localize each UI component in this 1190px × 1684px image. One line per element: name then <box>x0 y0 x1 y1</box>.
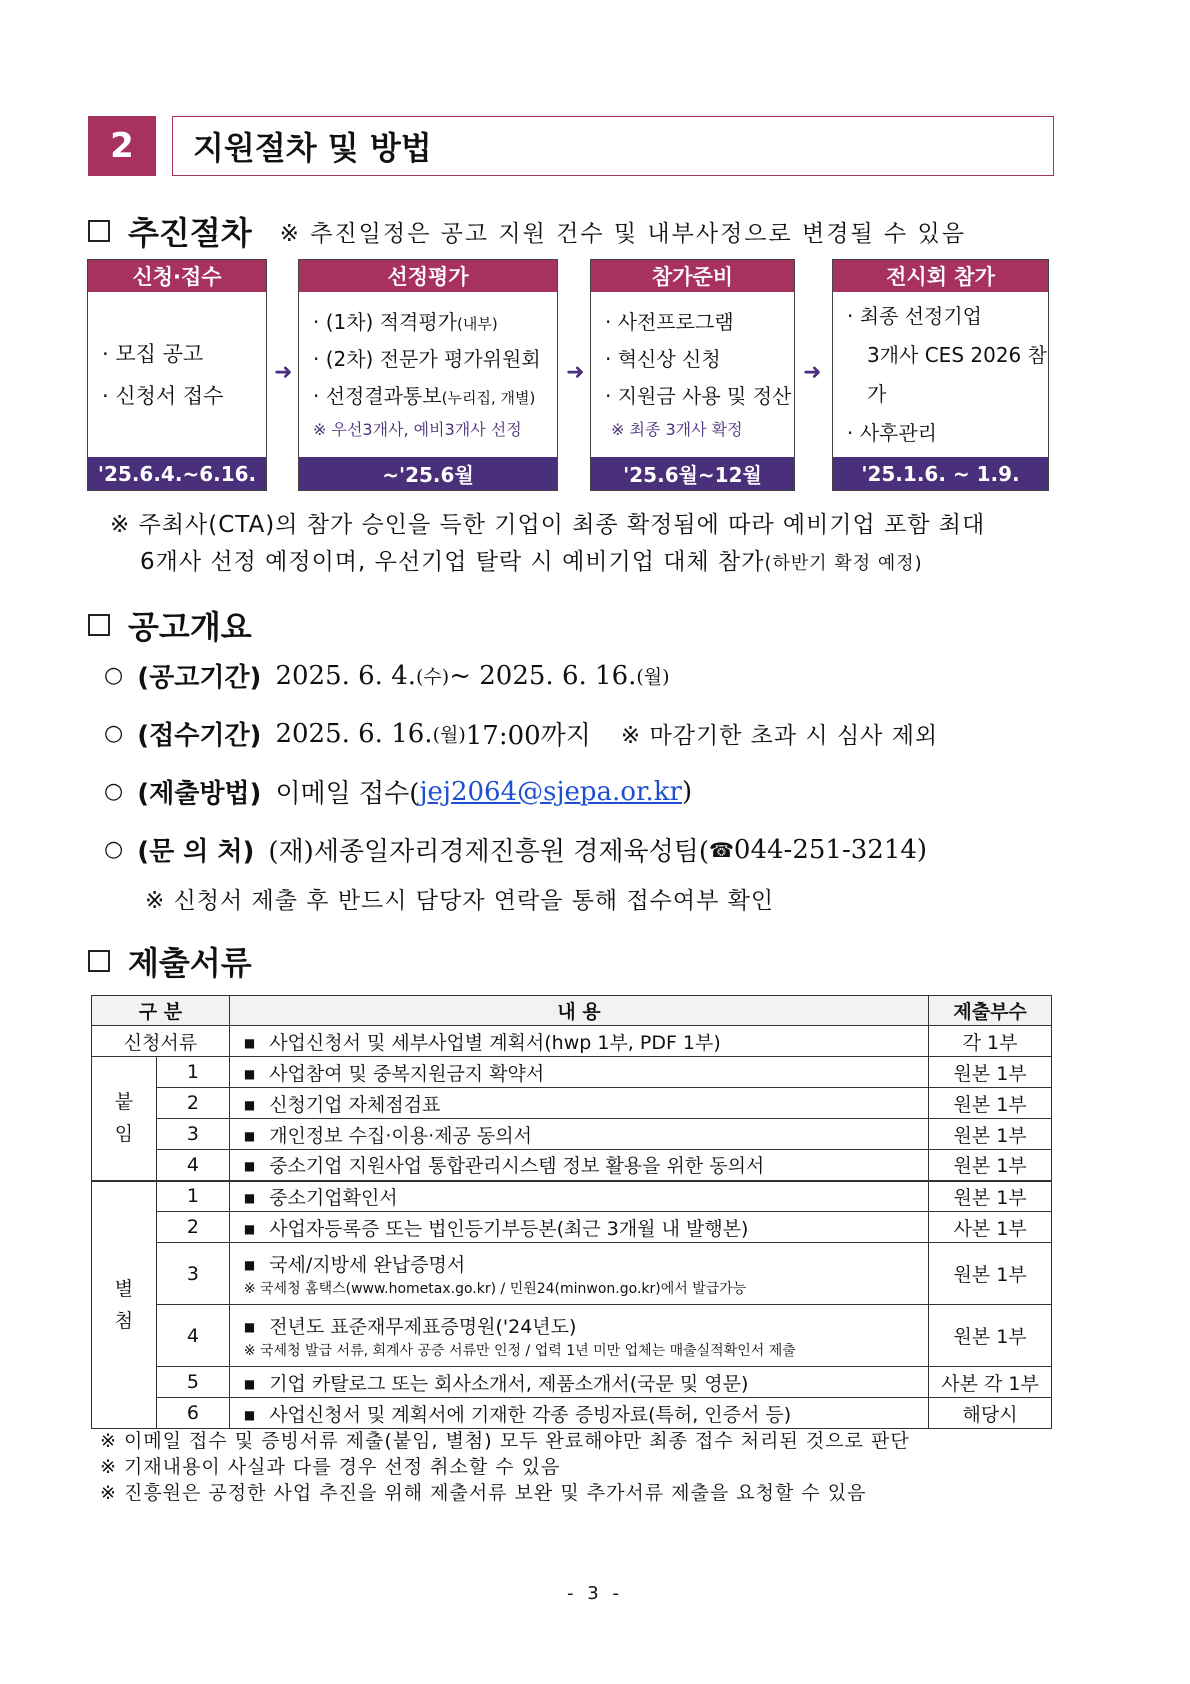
checkbox-square-icon <box>88 950 110 972</box>
square-bullet-icon: ■ <box>243 1190 256 1205</box>
step-exhibition <box>832 259 1049 491</box>
step-evaluation <box>298 259 558 491</box>
square-bullet-icon: ■ <box>243 1097 256 1112</box>
square-bullet-icon: ■ <box>243 1066 256 1081</box>
procedure-note: ※ 추진일정은 공고 지원 건수 및 내부사정으로 변경될 수 있음 <box>279 220 966 247</box>
procedure-heading-text: 추진절차 <box>128 214 252 252</box>
section-number: 2 <box>88 116 156 176</box>
contact-note: ※ 신청서 제출 후 반드시 담당자 연락을 통해 접수여부 확인 <box>145 888 775 914</box>
step-title: 전시회 참가 <box>833 260 1048 292</box>
square-bullet-icon: ■ <box>243 1257 256 1272</box>
table-row: 6 ■ 사업신청서 및 계획서에 기재한 각종 증빙자료(특허, 인증서 등) 해당시 <box>92 1398 1052 1429</box>
table-row: 신청서류 ■ 사업신청서 및 세부사업별 계획서(hwp 1부, PDF 1부) 각 1부 <box>92 1026 1052 1057</box>
table-row: 3 ■ 개인정보 수집·이용·제공 동의서 원본 1부 <box>92 1119 1052 1150</box>
group-attached: 붙 임 <box>92 1057 157 1181</box>
documents-heading-text: 제출서류 <box>128 944 252 982</box>
email-link[interactable]: jej2064@sjepa.or.kr <box>419 776 682 807</box>
circle-bullet-icon: ○ <box>104 663 124 688</box>
circle-bullet-icon: ○ <box>104 837 124 862</box>
step-period: '25.6.4.~6.16. <box>88 457 266 490</box>
step-period: '25.6월~12월 <box>591 457 794 490</box>
table-row: 5 ■ 기업 카탈로그 또는 회사소개서, 제품소개서(국문 및 영문) 사본 각 1부 <box>92 1367 1052 1398</box>
square-bullet-icon: ■ <box>243 1035 256 1050</box>
phone-icon: ☎ <box>708 837 734 862</box>
header-copies: 제출부수 <box>929 996 1052 1026</box>
group-separate: 별 첨 <box>92 1181 157 1429</box>
step-line: · 모집 공고 <box>102 341 204 366</box>
documents-heading <box>88 938 252 984</box>
arrow-right-icon: ➜ <box>274 360 293 385</box>
cell-note: ※ 국세청 홈택스(www.hometax.go.kr) / 민원24(minwon.go.kr)에서 발급가능 <box>243 1280 747 1297</box>
step-line: · (2차) 전문가 평가위원회 <box>313 347 541 372</box>
step-line: · 사후관리 <box>847 420 937 445</box>
step-note: ※ 우선3개사, 예비3개사 선정 <box>313 420 522 440</box>
overview-method: ○ (제출방법) 이메일 접수( jej2064@sjepa.or.kr ) <box>104 776 693 809</box>
step-line: · 지원금 사용 및 정산 <box>605 384 792 409</box>
section-title: 지원절차 및 방법 <box>172 116 1054 176</box>
circle-bullet-icon: ○ <box>104 779 124 804</box>
page-number: - 3 - <box>567 1583 623 1604</box>
note-line: ※ 진흥원은 공정한 사업 추진을 위해 제출서류 보완 및 추가서류 제출을 요청할 수 있음 <box>100 1482 867 1504</box>
procedure-footnote-2: 6개사 선정 예정이며, 우선기업 탈락 시 예비기업 대체 참가(하반기 확정 예정) <box>140 549 923 575</box>
step-line: · 사전프로그램 <box>605 310 734 335</box>
arrow-right-icon: ➜ <box>803 360 822 385</box>
square-bullet-icon: ■ <box>243 1159 256 1174</box>
square-bullet-icon: ■ <box>243 1319 256 1334</box>
step-line: · 신청서 접수 <box>102 383 224 408</box>
table-row: 4 ■ 중소기업 지원사업 통합관리시스템 정보 활용을 위한 동의서 원본 1부 <box>92 1150 1052 1181</box>
documents-table <box>91 995 1052 1429</box>
circle-bullet-icon: ○ <box>104 721 124 746</box>
checkbox-square-icon <box>88 220 110 242</box>
step-line: 3개사 CES 2026 참가 <box>867 342 1047 406</box>
step-preparation <box>590 259 795 491</box>
overview-heading-text: 공고개요 <box>128 608 252 646</box>
overview-receipt: ○ (접수기간) 2025. 6. 16. (월) 17:00까지 ※ 마감기한 초과 시 심사 제외 <box>104 718 939 751</box>
step-line: · 최종 선정기업 <box>847 303 982 328</box>
overview-period: ○ (공고기간) 2025. 6. 4. (수) ~ 2025. 6. 16. (월) <box>104 660 670 693</box>
step-period: ~'25.6월 <box>299 457 557 490</box>
table-header-row <box>92 996 1052 1026</box>
step-application <box>87 259 267 491</box>
cell-note: ※ 국세청 발급 서류, 회계사 공증 서류만 인정 / 업력 1년 미만 업체는 매출실적확인서 제출 <box>243 1342 796 1359</box>
step-title: 신청·접수 <box>88 260 266 292</box>
square-bullet-icon: ■ <box>243 1376 256 1391</box>
table-row: 4 ■ 전년도 표준재무제표증명원('24년도) ※ 국세청 발급 서류, 회계사 공증 서류만 인정 / 업력 1년 미만 업체는 매출실적확인서 제출 원본 1부 <box>92 1305 1052 1367</box>
header-content: 내 용 <box>229 996 928 1026</box>
header-category: 구 분 <box>92 996 230 1026</box>
table-row: 2 ■ 신청기업 자체점검표 원본 1부 <box>92 1088 1052 1119</box>
step-title: 참가준비 <box>591 260 794 292</box>
note-line: ※ 기재내용이 사실과 다를 경우 선정 취소할 수 있음 <box>100 1456 561 1478</box>
square-bullet-icon: ■ <box>243 1407 256 1422</box>
overview-contact: ○ (문 의 처) (재)세종일자리경제진흥원 경제육성팀( ☎ 044-251-3214) <box>104 834 928 867</box>
step-line: · 선정결과통보(누리집, 개별) <box>313 384 536 409</box>
arrow-right-icon: ➜ <box>566 360 585 385</box>
procedure-footnote-1: ※ 주최사(CTA)의 참가 승인을 득한 기업이 최종 확정됨에 따라 예비기업 포함 최대 <box>110 512 986 538</box>
note-line: ※ 이메일 접수 및 증빙서류 제출(붙임, 별첨) 모두 완료해야만 최종 접수 처리된 것으로 판단 <box>100 1430 910 1452</box>
table-row: 붙 임 1 ■ 사업참여 및 중복지원금지 확약서 원본 1부 <box>92 1057 1052 1088</box>
step-period: '25.1.6. ~ 1.9. <box>833 457 1048 490</box>
procedure-heading <box>88 208 966 254</box>
table-row: 2 ■ 사업자등록증 또는 법인등기부등본(최근 3개월 내 발행본) 사본 1부 <box>92 1212 1052 1243</box>
square-bullet-icon: ■ <box>243 1221 256 1236</box>
square-bullet-icon: ■ <box>243 1128 256 1143</box>
overview-heading <box>88 602 252 648</box>
step-note: ※ 최종 3개사 확정 <box>611 420 743 440</box>
table-row: 3 ■ 국세/지방세 완납증명서 ※ 국세청 홈택스(www.hometax.go.kr) / 민원24(minwon.go.kr)에서 발급가능 원본 1부 <box>92 1243 1052 1305</box>
step-line: · 혁신상 신청 <box>605 347 721 372</box>
table-row: 별 첨 1 ■ 중소기업확인서 원본 1부 <box>92 1181 1052 1212</box>
step-title: 선정평가 <box>299 260 557 292</box>
step-line: · (1차) 적격평가(내부) <box>313 310 498 335</box>
documents-notes <box>100 1428 910 1506</box>
checkbox-square-icon <box>88 614 110 636</box>
